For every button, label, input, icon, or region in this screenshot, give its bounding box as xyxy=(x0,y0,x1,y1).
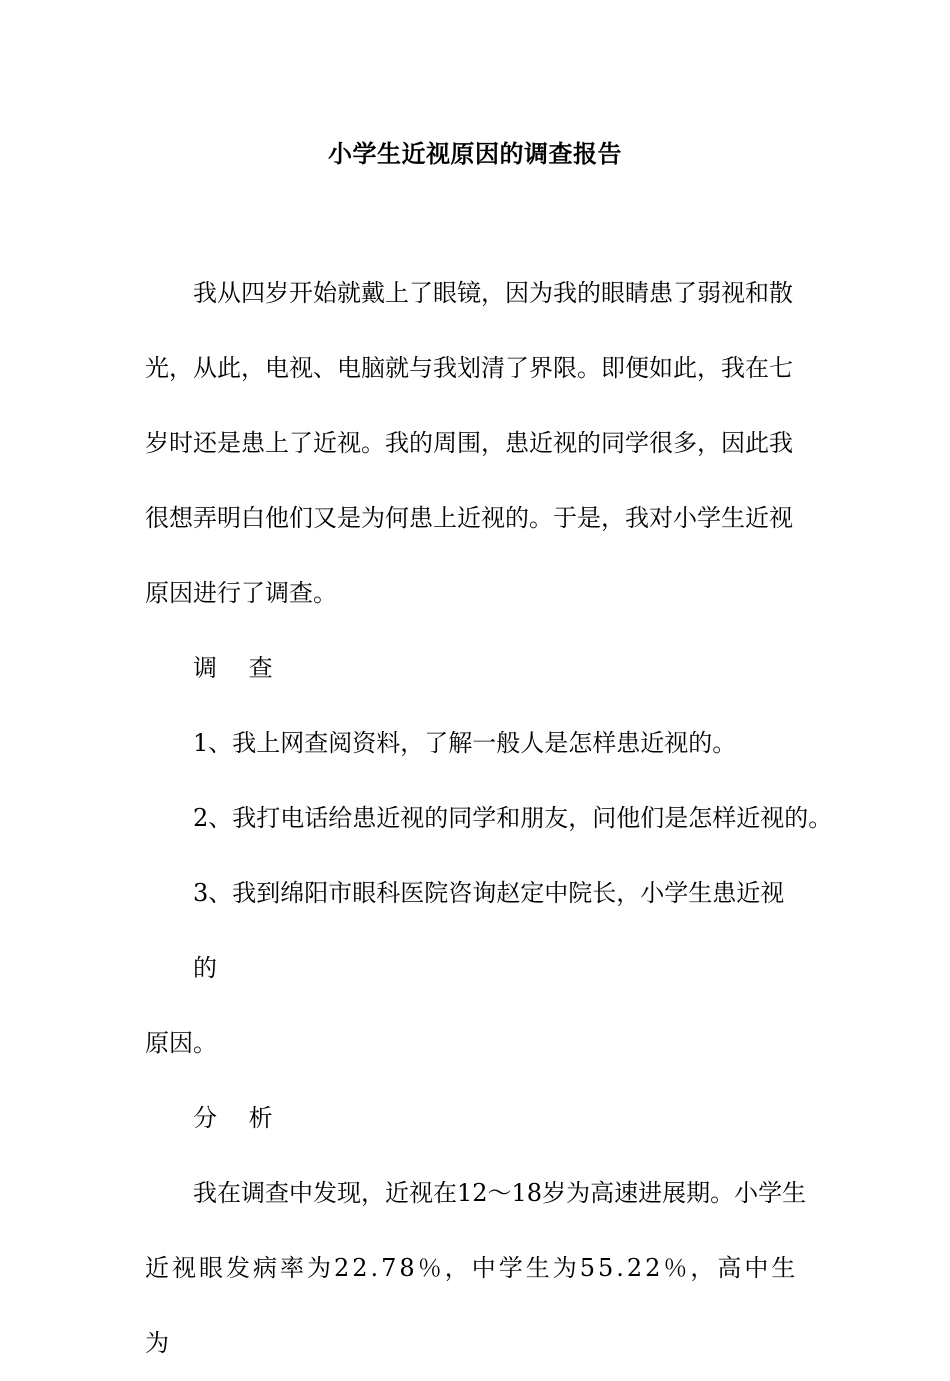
intro-line-1: 我从四岁开始就戴上了眼镜，因为我的眼睛患了弱视和散 xyxy=(193,279,793,307)
survey-item-3-line-2: 原因。 xyxy=(145,1029,217,1057)
intro-line-5: 原因进行了调查。 xyxy=(145,579,337,607)
intro-paragraph xyxy=(145,256,807,631)
section-heading-survey: 调 查 xyxy=(193,654,285,682)
analysis-line-2: 近视眼发病率为22.78％，中学生为55.22％，高中生为 xyxy=(145,1254,799,1357)
survey-item-2: 2、我打电话给患近视的同学和朋友，问他们是怎样近视的。 xyxy=(193,804,833,832)
intro-line-3: 岁时还是患上了近视。我的周围，患近视的同学很多，因此我 xyxy=(145,429,793,457)
document-title: 小学生近视原因的调查报告 xyxy=(328,139,622,168)
section-heading-analysis: 分 析 xyxy=(193,1104,285,1132)
survey-item-1: 1、我上网查阅资料，了解一般人是怎样患近视的。 xyxy=(193,729,737,757)
analysis-line-1: 我在调查中发现，近视在12～18岁为高速进展期。小学生 xyxy=(193,1179,807,1207)
intro-line-4: 很想弄明白他们又是为何患上近视的。于是，我对小学生近视 xyxy=(145,504,793,532)
survey-item-3-line-1: 3、我到绵阳市眼科医院咨询赵定中院长，小学生患近视的 xyxy=(193,879,785,982)
intro-line-2: 光，从此，电视、电脑就与我划清了界限。即便如此，我在七 xyxy=(145,354,793,382)
document-body xyxy=(145,256,833,1381)
